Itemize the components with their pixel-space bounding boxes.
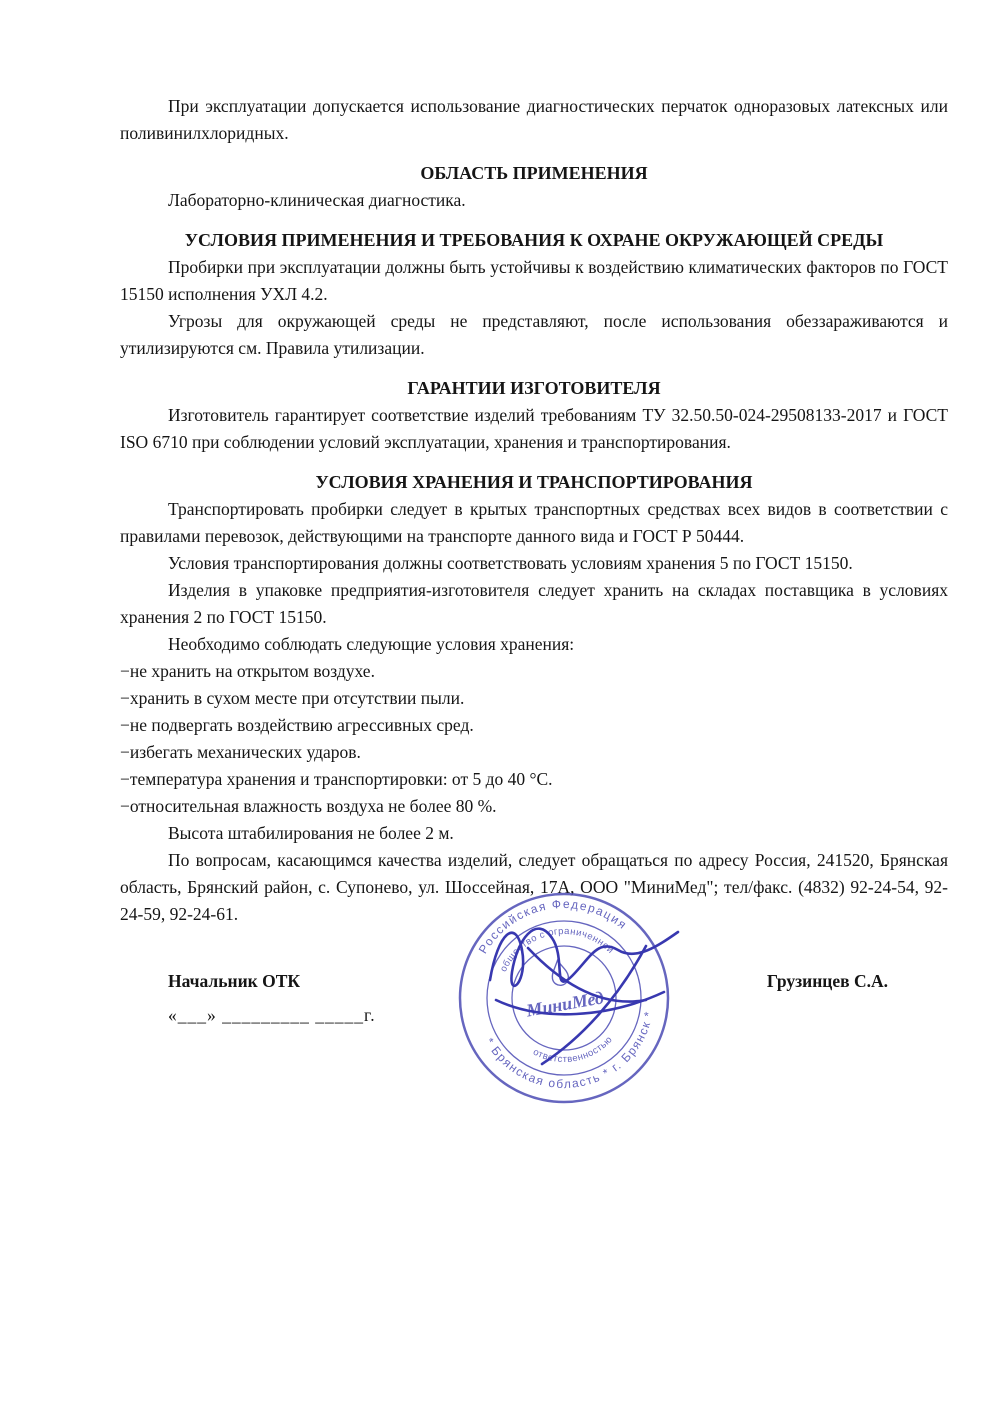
- storage-condition-item: −хранить в сухом месте при отсутствии пыли.: [120, 688, 465, 708]
- paragraph: Высота штабилирования не более 2 м.: [168, 823, 454, 843]
- storage-condition-item: −не хранить на открытом воздухе.: [120, 661, 375, 681]
- stamp-ring-text-country: Российская Федерация: [475, 896, 631, 957]
- signature-date-line: «___» _________ _____г.: [168, 1005, 376, 1025]
- section-heading-storage-transport: УСЛОВИЯ ХРАНЕНИЯ И ТРАНСПОРТИРОВАНИЯ: [315, 472, 753, 492]
- section-heading-application-area: ОБЛАСТЬ ПРИМЕНЕНИЯ: [420, 163, 648, 183]
- paragraph: Изготовитель гарантирует соответствие изделий требованиям ТУ 32.50.50-024-29508133-2017 и ГОСТ ISO 6710 при соблюдении условий эксплуатации, хранения и транспортирования.: [120, 405, 948, 452]
- paragraph: Необходимо соблюдать следующие условия хранения:: [168, 634, 575, 654]
- signatory-title: Начальник ОТК: [168, 971, 301, 991]
- stamp-ring-text-entity-top: общество с ограниченной: [498, 925, 616, 974]
- stamp-ring-text-region: * Брянская область * г. Брянск *: [482, 1009, 656, 1092]
- paragraph: Угрозы для окружающей среды не представляют, после использования обеззараживаются и утилизируются см. Правила утилизации.: [120, 311, 948, 358]
- signature-left-column: [168, 968, 376, 1029]
- section-heading-usage-conditions: УСЛОВИЯ ПРИМЕНЕНИЯ И ТРЕБОВАНИЯ К ОХРАНЕ ОКРУЖАЮЩЕЙ СРЕДЫ: [184, 230, 884, 250]
- paragraph: Условия транспортирования должны соответствовать условиям хранения 5 по ГОСТ 15150.: [168, 553, 853, 573]
- paragraph: Транспортировать пробирки следует в крытых транспортных средствах всех видов в соответствии с правилами перевозок, действующими на транспорте данного вида и ГОСТ Р 50444.: [120, 499, 948, 546]
- storage-condition-item: −температура хранения и транспортировки: от 5 до 40 °С.: [120, 769, 553, 789]
- signature-block: [120, 968, 948, 1029]
- paragraph: Изделия в упаковке предприятия-изготовителя следует хранить на складах поставщика в условиях хранения 2 по ГОСТ 15150.: [120, 580, 948, 627]
- storage-condition-item: −относительная влажность воздуха не более 80 %.: [120, 796, 497, 816]
- section-heading-manufacturer-warranty: ГАРАНТИИ ИЗГОТОВИТЕЛЯ: [407, 378, 661, 398]
- signatory-name: Грузинцев С.А.: [766, 971, 888, 991]
- storage-condition-item: −не подвергать воздействию агрессивных сред.: [120, 715, 474, 735]
- stamp-ring-text-entity-bottom: ответственностью: [531, 1034, 615, 1066]
- stamp-company-name: МиниМед: [524, 987, 606, 1021]
- paragraph: Лабораторно-клиническая диагностика.: [168, 190, 466, 210]
- paragraph: Пробирки при эксплуатации должны быть устойчивы к воздействию климатических факторов по ГОСТ 15150 исполнения УХЛ 4.2.: [120, 257, 948, 304]
- intro-paragraph: При эксплуатации допускается использование диагностических перчаток одноразовых латексных или поливинилхлоридных.: [120, 96, 948, 143]
- storage-condition-item: −избегать механических ударов.: [120, 742, 361, 762]
- paragraph-contact-address: По вопросам, касающимся качества изделий, следует обращаться по адресу Россия, 241520, Брянская область, Брянский район, с. Супонево, ул. Шоссейная, 17А, ООО "МиниМед"; тел/факс. (4832) 92-24-54, 92-24-59, 92-24-61.: [120, 850, 948, 924]
